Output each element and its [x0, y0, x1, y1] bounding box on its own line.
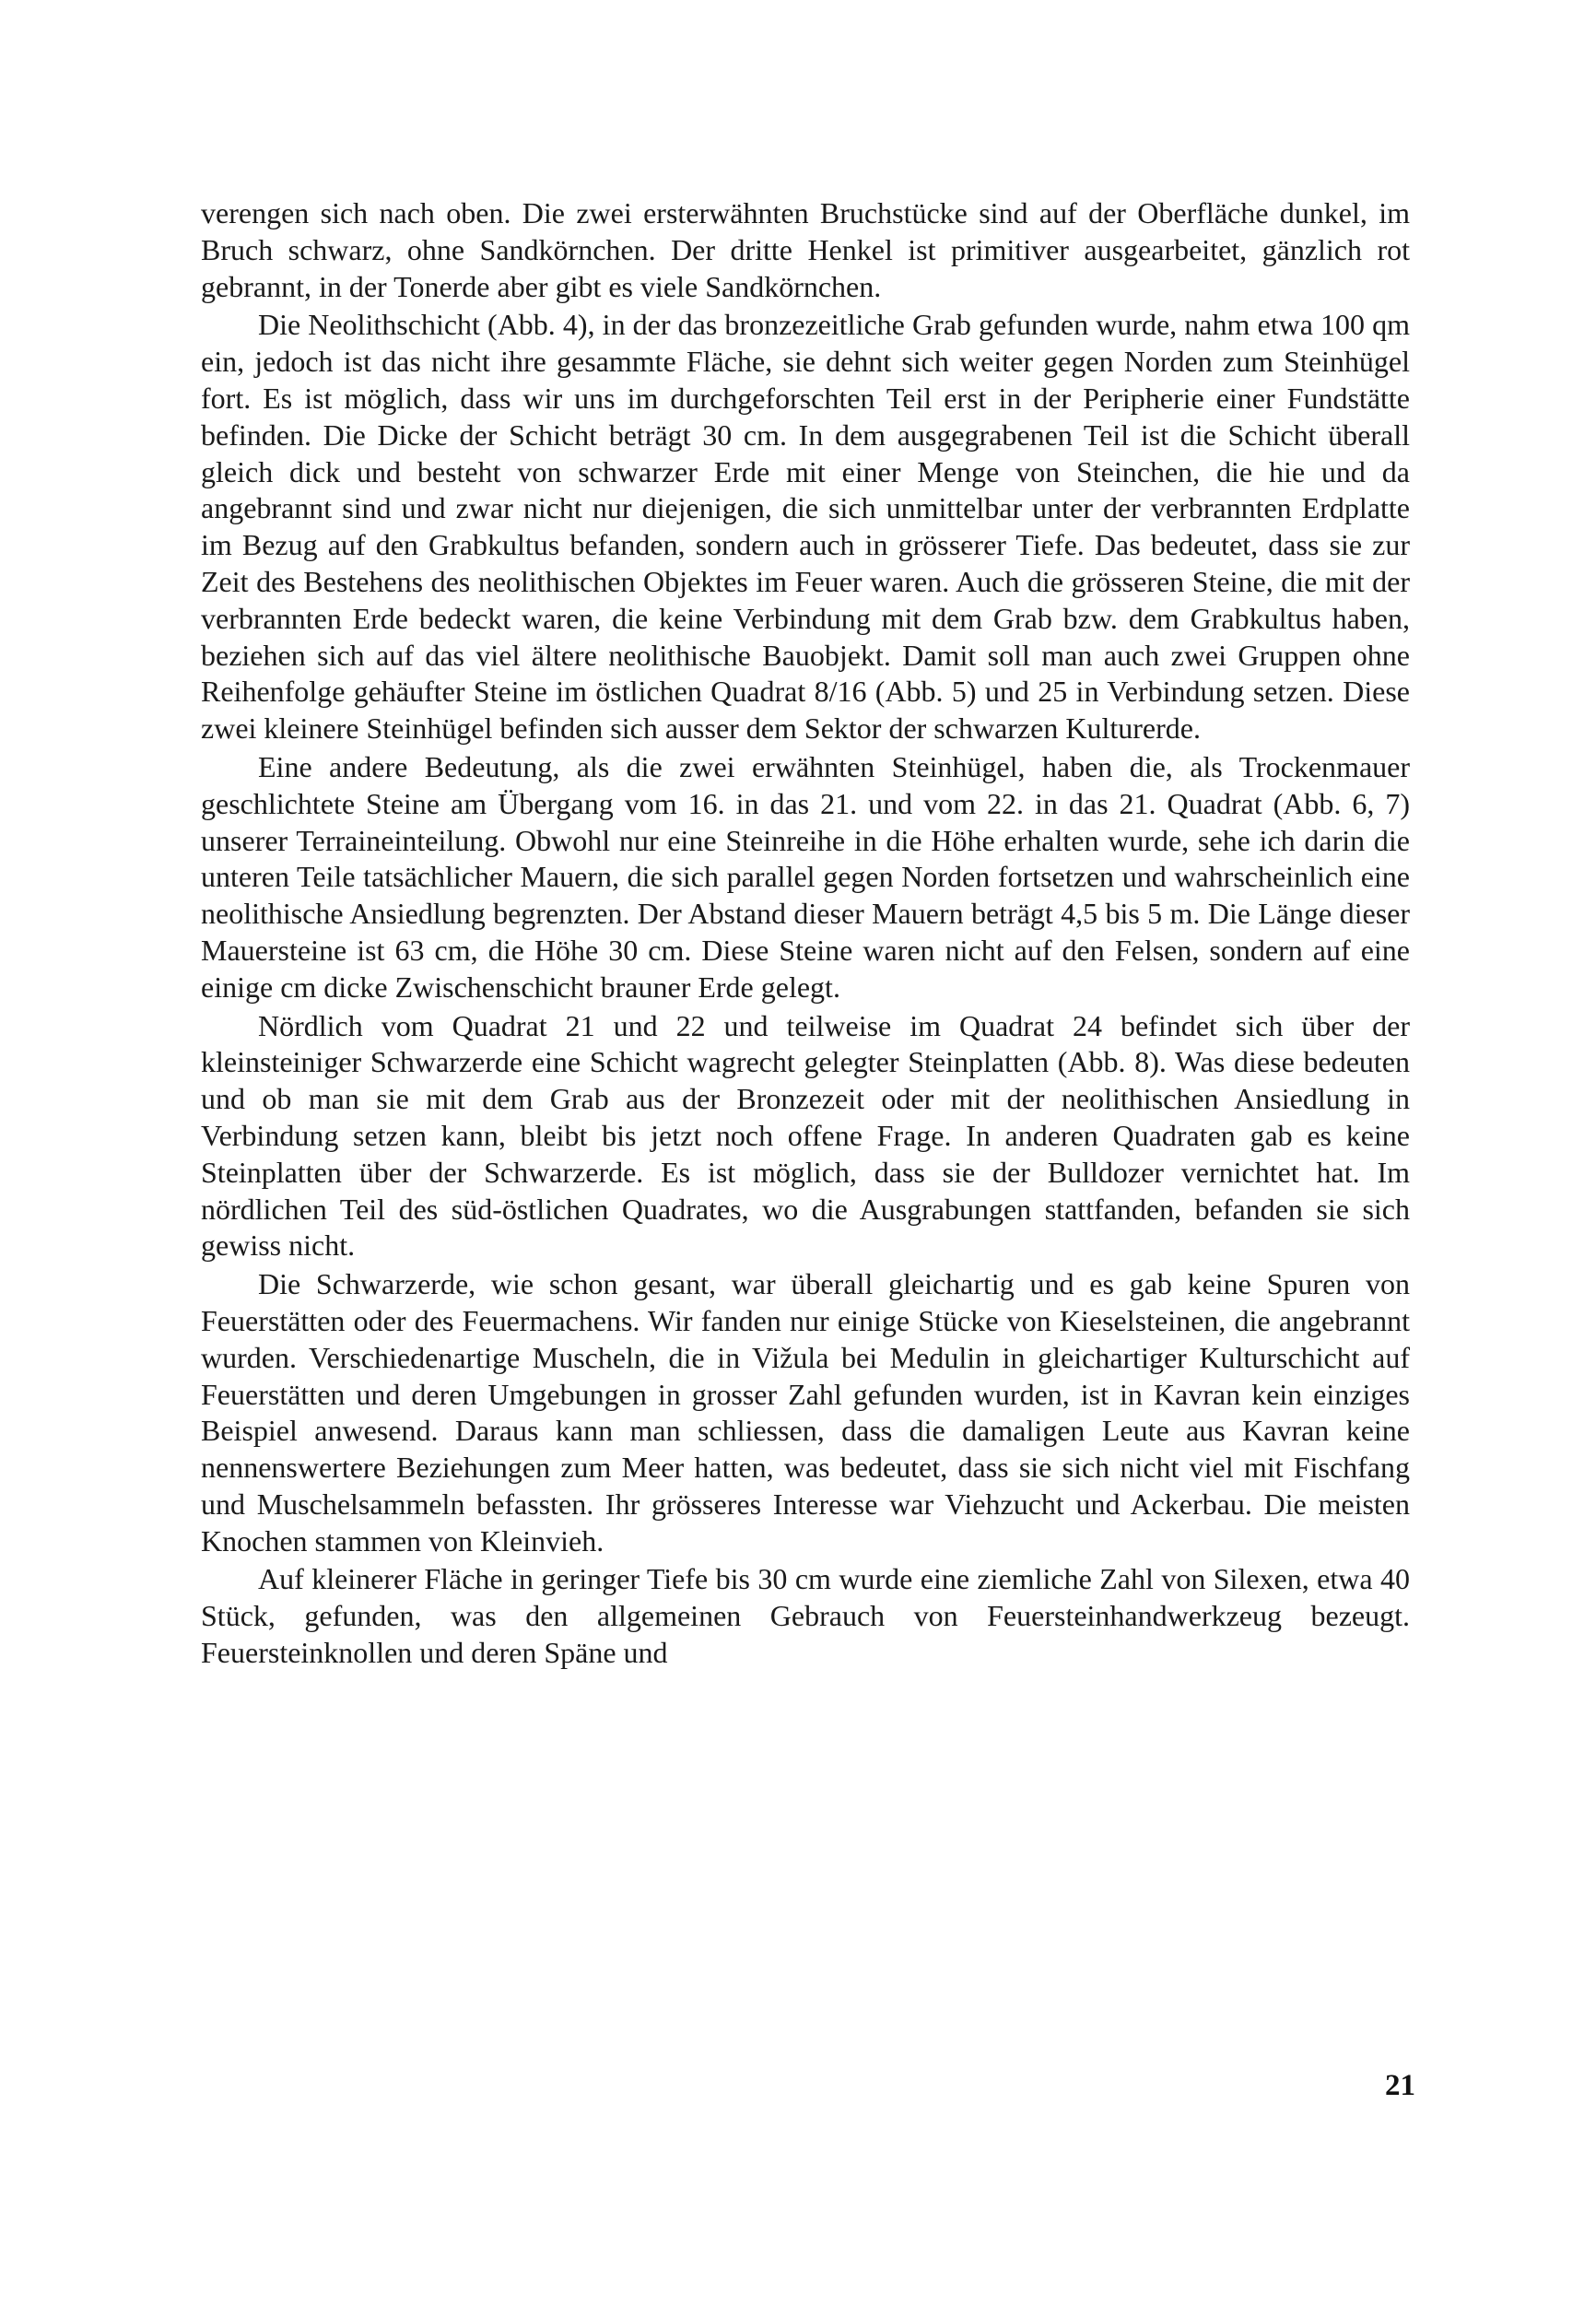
body-text [201, 195, 1410, 1672]
paragraph: verengen sich nach oben. Die zwei ersterwähnten Bruchstücke sind auf der Oberfläche dunkel, im Bruch schwarz, ohne Sandkörnchen. Der dritte Henkel ist primitiver ausgearbeitet, gänzlich rot gebrannt, in der Tonerde aber gibt es viele Sandkörnchen. [201, 196, 1410, 303]
paragraph: Die Schwarzerde, wie schon gesant, war überall gleichartig und es gab keine Spuren von Feuerstätten oder des Feuermachens. Wir fanden nur einige Stücke von Kieselsteinen, die angebrannt wurden. Verschiedenartige Muscheln, die in Vižula bei Medulin in gleichartiger Kulturschicht auf Feuerstätten und deren Umgebungen in grosser Zahl gefunden wurden, ist in Kavran kein einziges Beispiel anwesend. Daraus kann man schliessen, dass die damaligen Leute aus Kavran keine nennenswertere Beziehungen zum Meer hatten, was bedeutet, dass sie sich nicht viel mit Fischfang und Muschelsammeln befassten. Ihr grösseres Interesse war Viehzucht und Ackerbau. Die meisten Knochen stammen von Kleinvieh. [201, 1267, 1410, 1558]
paragraph: Nördlich vom Quadrat 21 und 22 und teilweise im Quadrat 24 befindet sich über der kleinsteiniger Schwarzerde eine Schicht wagrecht gelegter Steinplatten (Abb. 8). Was diese bedeuten und ob man sie mit dem Grab aus der Bronzezeit oder mit der neolithischen Ansiedlung in Verbindung setzen kann, bleibt bis jetzt noch offene Frage. In anderen Quadraten gab es keine Steinplatten über der Schwarzerde. Es ist möglich, dass sie der Bulldozer vernichtet hat. Im nördlichen Teil des süd-östlichen Quadrates, wo die Ausgrabungen stattfanden, befanden sie sich gewiss nicht. [201, 1008, 1410, 1263]
paragraph: Eine andere Bedeutung, als die zwei erwähnten Steinhügel, haben die, als Trockenmauer geschlichtete Steine am Übergang vom 16. in das 21. und vom 22. in das 21. Quadrat (Abb. 6, 7) unserer Terraineinteilung. Obwohl nur eine Steinreihe in die Höhe erhalten wurde, sehe ich darin die unteren Teile tatsächlicher Mauern, die sich parallel gegen Norden fortsetzen und wahrscheinlich eine neolithische Ansiedlung begrenzten. Der Abstand dieser Mauern beträgt 4,5 bis 5 m. Die Länge dieser Mauersteine ist 63 cm, die Höhe 30 cm. Diese Steine waren nicht auf den Felsen, sondern auf eine einige cm dicke Zwischenschicht brauner Erde gelegt. [201, 749, 1410, 1004]
paragraph: Die Neolithschicht (Abb. 4), in der das bronzezeitliche Grab gefunden wurde, nahm etwa 100 qm ein, jedoch ist das nicht ihre gesammte Fläche, sie dehnt sich weiter gegen Norden zum Steinhügel fort. Es ist möglich, dass wir uns im durchgeforschten Teil erst in der Peripherie einer Fundstätte befinden. Die Dicke der Schicht beträgt 30 cm. In dem ausgegrabenen Teil ist die Schicht überall gleich dick und besteht von schwarzer Erde mit einer Menge von Steinchen, die hie und da angebrannt sind und zwar nicht nur diejenigen, die sich unmittelbar unter der verbrannten Erdplatte im Bezug auf den Grabkultus befanden, sondern auch in grösserer Tiefe. Das bedeutet, dass sie zur Zeit des Bestehens des neolithischen Objektes im Feuer waren. Auch die grösseren Steine, die mit der verbrannten Erde bedeckt waren, die keine Verbindung mit dem Grab bzw. dem Grabkultus haben, beziehen sich auf das viel ältere neolithische Bauobjekt. Damit soll man auch zwei Gruppen ohne Reihenfolge gehäufter Steine im östlichen Quadrat 8/16 (Abb. 5) und 25 in Verbindung setzen. Diese zwei kleinere Steinhügel befinden sich ausser dem Sektor der schwarzen Kulturerde. [201, 308, 1410, 746]
page-number: 21 [1385, 2069, 1415, 2102]
paragraph: Auf kleinerer Fläche in geringer Tiefe bis 30 cm wurde eine ziemliche Zahl von Silexen, etwa 40 Stück, gefunden, was den allgemeinen Gebrauch von Feuersteinhandwerkzeug bezeugt. Feuersteinknollen und deren Späne und [201, 1562, 1410, 1670]
